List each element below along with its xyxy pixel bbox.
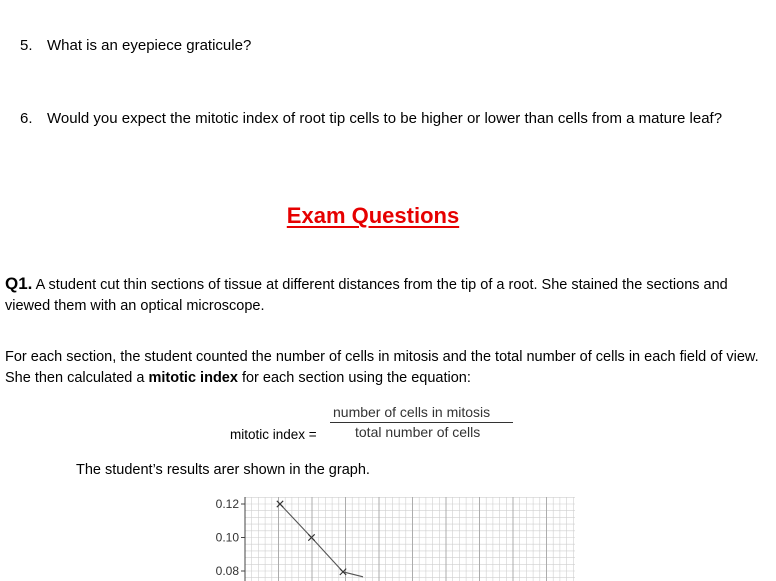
y-tick-label: 0.10 — [215, 530, 239, 545]
mitotic-index-term: mitotic index — [148, 370, 238, 386]
q1-number: Q1. — [5, 274, 33, 293]
exam-questions-heading: Exam Questions — [286, 203, 460, 228]
y-tick-label: 0.08 — [215, 564, 239, 578]
method-text-before: For each section, the student counted the number of cells in mitosis and the total number of cells in each field of view. She then calculated a — [5, 349, 759, 386]
question-6-text: Would you expect the mitotic index of root tip cells to be higher or lower than cells from a mature leaf? — [47, 110, 723, 127]
q1-intro-text: A student cut thin sections of tissue at different distances from the tip of a root. She stained the sections and viewed them with an optical microscope. — [5, 277, 728, 314]
mitotic-index-graph — [205, 492, 576, 581]
y-tick-label: 0.12 — [215, 497, 239, 511]
method-text-after: for each section using the equation: — [237, 370, 471, 386]
question-5 — [20, 33, 760, 59]
question-6-number: 6. — [20, 110, 33, 127]
equation-denominator: total number of cells — [355, 424, 481, 440]
equation-numerator: number of cells in mitosis — [333, 404, 491, 420]
question-5-number: 5. — [20, 37, 33, 54]
graph-grid — [245, 497, 575, 581]
series-line — [280, 504, 363, 577]
graph-y-ticks — [216, 497, 245, 578]
equation-fraction-line — [330, 422, 513, 423]
q1-intro-paragraph — [5, 273, 760, 317]
question-5-text: What is an eyepiece graticule? — [47, 37, 252, 54]
graph-series — [277, 501, 363, 577]
results-sentence: The student’s results arer shown in the graph. — [76, 462, 370, 478]
method-paragraph — [5, 347, 760, 389]
question-6 — [20, 106, 760, 158]
equation-label: mitotic index = — [230, 427, 317, 442]
